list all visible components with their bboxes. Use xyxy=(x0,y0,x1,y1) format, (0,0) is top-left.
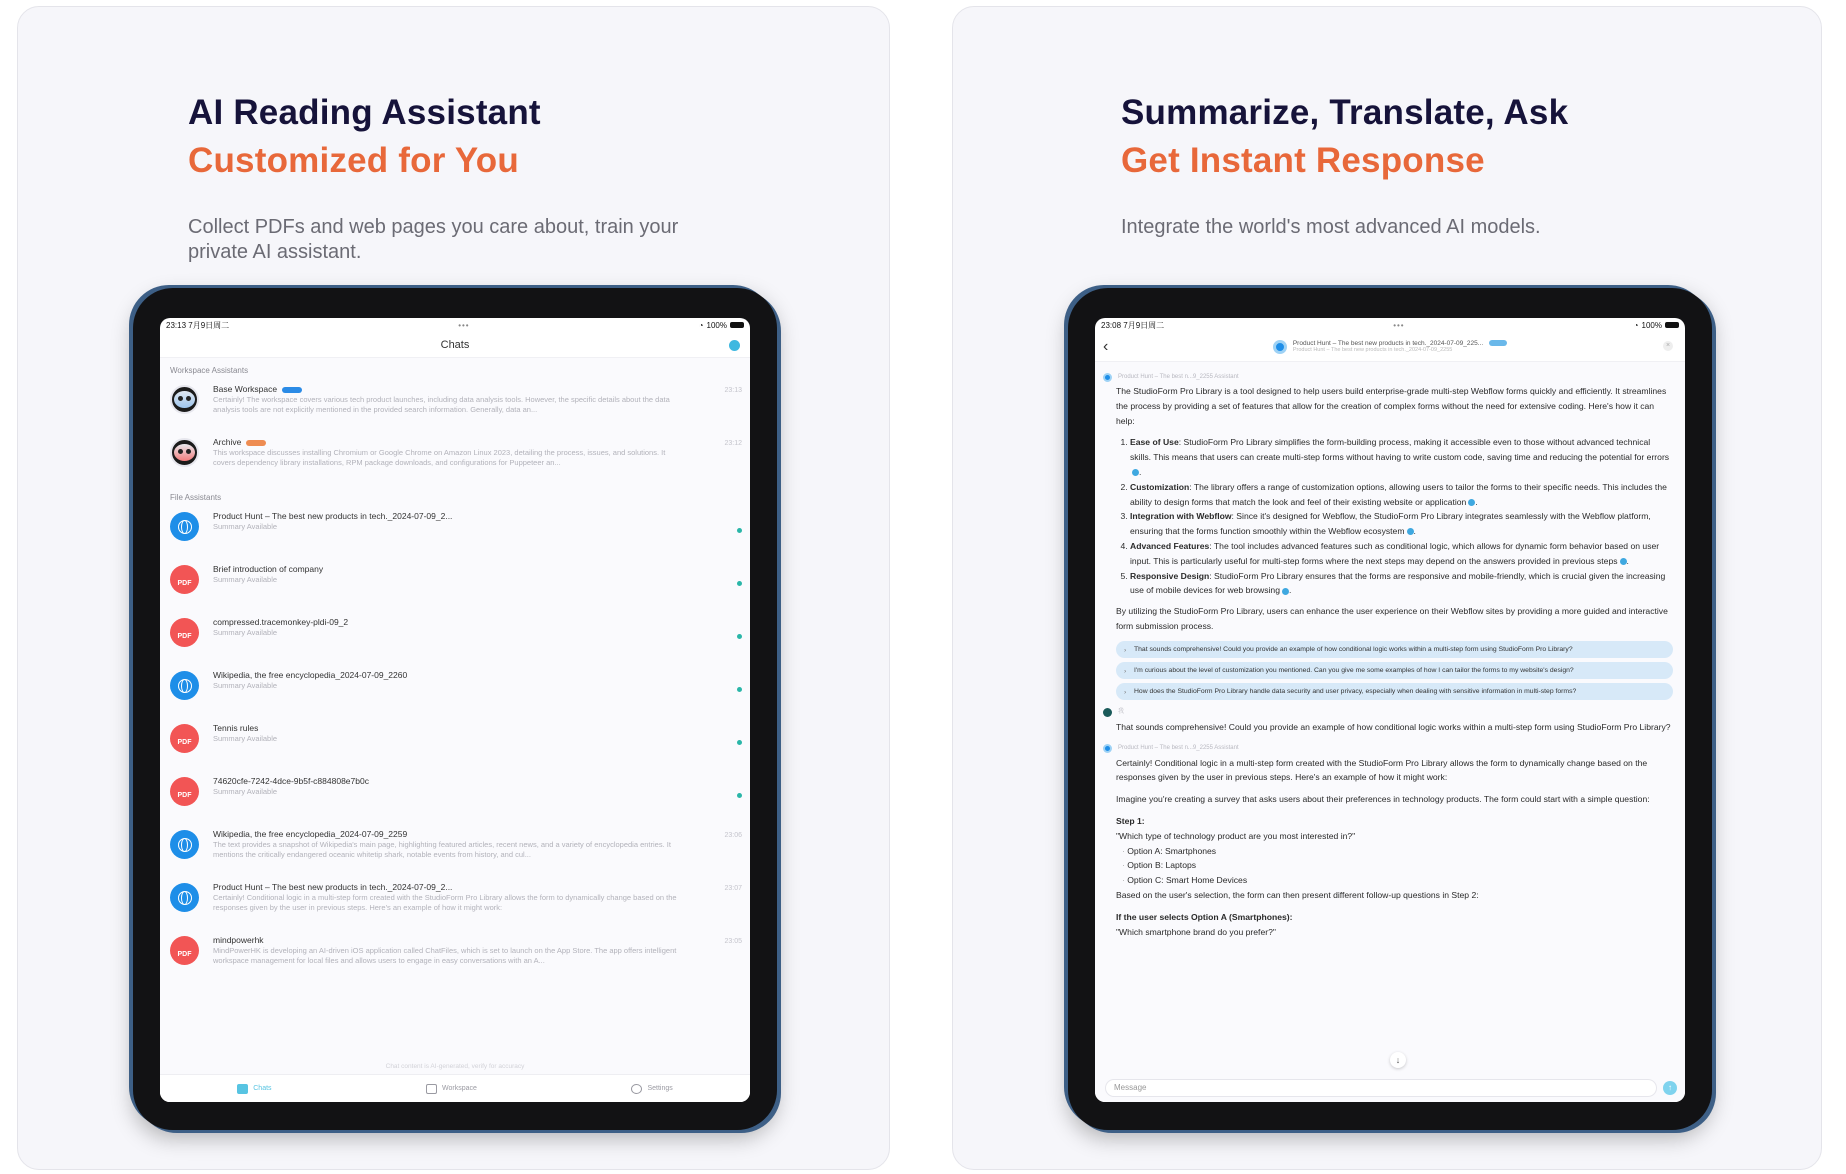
chat-subtitle: Product Hunt – The best new products in tech._2024-07-09_2255 xyxy=(1292,347,1453,353)
robot-avatar-icon xyxy=(170,438,199,467)
chat-header xyxy=(1095,332,1685,362)
suggested-question[interactable]: › I'm curious about the level of customization you mentioned. Can you give me some examples of how I can tailor the forms to my website's design? xyxy=(1116,662,1673,679)
back-chevron-icon[interactable]: ‹ xyxy=(1103,338,1109,355)
citation-icon[interactable] xyxy=(1407,528,1414,535)
multitasking-dots[interactable]: ••• xyxy=(458,320,470,330)
suggested-question[interactable]: › That sounds comprehensive! Could you provide an example of how conditional logic works within a multi-step form using StudioForm Pro Library? xyxy=(1116,641,1673,658)
assistant-label: Product Hunt – The best n...9_2255 Assistant xyxy=(1103,742,1673,756)
status-time: 23:13 7月9日周二 xyxy=(166,320,230,330)
row-preview: Certainly! Conditional logic in a multi-step form created with the StudioForm Pro Library allows the form to dynamically change based on the responses given by the user in previous steps. Here's an example of how it might work: xyxy=(213,893,677,912)
row-time: 23:12 xyxy=(724,440,742,447)
section-label-files: File Assistants xyxy=(170,493,222,502)
hero-description: Collect PDFs and web pages you care about, train your private AI assistant. xyxy=(188,216,679,263)
hero-right xyxy=(1121,89,1641,240)
status-time: 23:08 7月9日周二 xyxy=(1101,320,1165,330)
tablet-screen-chats xyxy=(160,318,750,1102)
tab-bar xyxy=(160,1074,750,1102)
status-bar xyxy=(1095,318,1685,332)
globe-icon xyxy=(170,512,199,541)
battery-percent: 100% xyxy=(1641,320,1662,330)
list-item: 4. Advanced Features: The tool includes advanced features such as conditional logic, which allows for dynamic form behavior based on user input. This is particularly useful for multi-step forms where the next steps may depend on the answers provided in previous steps . xyxy=(1130,539,1673,569)
assistant-avatar xyxy=(1273,340,1287,354)
row-time: 23:07 xyxy=(724,885,742,892)
battery-icon xyxy=(730,322,744,328)
assistant-message xyxy=(1105,756,1673,940)
row-preview: The text provides a snapshot of Wikipedia's main page, highlighting featured articles, recent news, and a variety of encyclopedia entries. It mentions the critically endangered oceanic whitetip shark, notable events from history, and cul... xyxy=(213,840,671,859)
tab-label: Settings xyxy=(647,1085,673,1092)
globe-icon xyxy=(170,671,199,700)
status-bar xyxy=(160,318,750,332)
list-item: 5. Responsive Design: StudioForm Pro Library ensures that the forms are responsive and mobile-friendly, which is crucial given the increasing use of mobile devices for web browsing . xyxy=(1130,569,1673,599)
row-title: 74620cfe-7242-4dce-9b5f-c884808e7b0c xyxy=(213,776,369,786)
hero-subtitle: Customized for You xyxy=(188,141,519,180)
assistant-avatar-icon xyxy=(1103,744,1112,753)
tab-workspace[interactable] xyxy=(426,1084,477,1094)
row-title: Product Hunt – The best new products in tech._2024-07-09_2... xyxy=(213,511,453,521)
unread-dot xyxy=(737,634,742,639)
message-input[interactable]: Message xyxy=(1105,1079,1657,1097)
chat-icon xyxy=(237,1084,248,1094)
globe-icon xyxy=(170,830,199,859)
file-row[interactable] xyxy=(160,506,750,559)
row-title: Archive xyxy=(213,437,242,447)
citation-icon[interactable] xyxy=(1132,469,1139,476)
hero-left xyxy=(188,89,708,265)
hero-title: Summarize, Translate, Ask xyxy=(1121,93,1569,132)
user-message: That sounds comprehensive! Could you provide an example of how conditional logic works within a multi-step form using StudioForm Pro Library? xyxy=(1116,721,1671,732)
new-chat-button[interactable] xyxy=(729,340,740,351)
unread-dot xyxy=(737,528,742,533)
globe-icon xyxy=(170,883,199,912)
list-item: · Option B: Laptops xyxy=(1122,858,1673,873)
list-item: 2. Customization: The library offers a range of customization options, allowing users to tailor the forms to their specific needs. This includes the ability to design forms that match the look and feel of their existing website or application . xyxy=(1130,480,1673,510)
battery-percent: 100% xyxy=(706,320,727,330)
unread-dot xyxy=(737,581,742,586)
row-title: Wikipedia, the free encyclopedia_2024-07-09_2259 xyxy=(213,829,408,839)
hero-subtitle: Get Instant Response xyxy=(1121,141,1485,180)
assistant-label: Product Hunt – The best n...9_2255 Assistant xyxy=(1103,370,1673,384)
citation-icon[interactable] xyxy=(1282,588,1289,595)
robot-avatar-icon xyxy=(170,385,199,414)
pdf-icon: PDF xyxy=(170,724,199,753)
tab-label: Workspace xyxy=(442,1085,477,1092)
list-item: 1. Ease of Use: StudioForm Pro Library simplifies the form-building process, making it accessible even to those without advanced technical skills. This means that users can create multi-step forms without having to write custom code, saving time and reducing the potential for errors. xyxy=(1130,435,1673,479)
file-row[interactable] xyxy=(160,718,750,771)
branch-heading: If the user selects Option A (Smartphones): xyxy=(1116,911,1293,922)
ai-disclaimer: Chat content is AI-generated, verify for accuracy xyxy=(385,1063,525,1070)
file-row[interactable] xyxy=(160,824,750,877)
unread-dot xyxy=(737,793,742,798)
row-title: Base Workspace xyxy=(213,384,278,394)
model-badge[interactable] xyxy=(1489,340,1507,346)
row-time: 23:06 xyxy=(724,832,742,839)
row-title: Brief introduction of company xyxy=(213,564,324,574)
nav-title: Chats xyxy=(440,338,470,351)
tab-settings[interactable] xyxy=(631,1084,672,1094)
promo-card-left xyxy=(17,6,890,1170)
citation-icon[interactable] xyxy=(1620,558,1627,565)
tab-label: Chats xyxy=(253,1085,272,1092)
file-row[interactable] xyxy=(160,930,750,983)
row-title: mindpowerhk xyxy=(213,935,264,945)
row-status: Summary Available xyxy=(213,522,278,531)
file-row[interactable] xyxy=(160,771,750,824)
list-item: · Option C: Smart Home Devices xyxy=(1122,873,1673,888)
tablet-frame xyxy=(1068,288,1712,1130)
chat-row-archive[interactable] xyxy=(160,432,750,485)
file-row[interactable] xyxy=(160,877,750,930)
step-heading: Step 1: xyxy=(1116,815,1145,826)
file-row[interactable] xyxy=(160,612,750,665)
row-title: Wikipedia, the free encyclopedia_2024-07-09_2260 xyxy=(213,670,408,680)
row-status: Summary Available xyxy=(213,681,278,690)
message-paragraph: The StudioForm Pro Library is a tool designed to help users build enterprise-grade multi-step Webflow forms quickly and efficiently. It streamlines the process by providing a set of features that allow for the creation of complex forms without the need for extensive coding. Here's how it can help: xyxy=(1116,386,1667,426)
send-icon[interactable]: ↑ xyxy=(1663,1081,1677,1095)
hero-description: Integrate the world's most advanced AI models. xyxy=(1121,216,1541,238)
unread-dot xyxy=(737,740,742,745)
message-list xyxy=(1095,362,1685,1102)
promo-card-right xyxy=(952,6,1822,1170)
wifi-icon: ◔ xyxy=(1633,320,1639,330)
model-badge xyxy=(246,440,266,446)
gear-icon xyxy=(631,1084,642,1094)
tablet-screen-chat xyxy=(1095,318,1685,1102)
message-paragraph: Based on the user's selection, the form can then present different follow-up questions in Step 2: xyxy=(1116,889,1479,900)
message-paragraph: Certainly! Conditional logic in a multi-step form created with the StudioForm Pro Library allows the form to dynamically change based on the responses given by the user in previous steps. Here's an example of how it might work: xyxy=(1116,757,1648,783)
feature-list xyxy=(1116,435,1673,598)
tab-chats[interactable] xyxy=(237,1084,271,1094)
file-row[interactable] xyxy=(160,665,750,718)
row-time: 23:13 xyxy=(724,387,742,394)
user-label: 我 xyxy=(1103,706,1673,720)
list-item: 3. Integration with Webflow: Since it's designed for Webflow, the StudioForm Pro Library integrates seamlessly with the Webflow platform, ensuring that the forms function smoothly within the Webflow ecosystem . xyxy=(1130,509,1673,539)
pdf-icon: PDF xyxy=(170,565,199,594)
options-list xyxy=(1116,844,1673,888)
chat-row-base-workspace[interactable] xyxy=(160,379,750,432)
user-avatar-icon xyxy=(1103,708,1112,717)
model-badge xyxy=(282,387,302,393)
scroll-down-icon[interactable]: ↓ xyxy=(1390,1052,1406,1068)
assistant-message xyxy=(1105,384,1673,634)
chat-list xyxy=(160,358,750,1102)
row-title: compressed.tracemonkey-pldi-09_2 xyxy=(213,617,349,627)
row-title: Product Hunt – The best new products in tech._2024-07-09_2... xyxy=(213,882,453,892)
document-icon xyxy=(426,1084,437,1094)
section-label-workspace: Workspace Assistants xyxy=(170,366,249,375)
step-question: "Which type of technology product are you most interested in?" xyxy=(1116,830,1356,841)
unread-dot xyxy=(737,687,742,692)
row-status: Summary Available xyxy=(213,734,278,743)
wifi-icon: ◔ xyxy=(698,320,704,330)
close-icon[interactable]: × xyxy=(1663,341,1673,351)
tablet-frame xyxy=(133,288,777,1130)
row-preview: This workspace discusses installing Chromium or Google Chrome on Amazon Linux 2023, detailing the process, issues, and solutions. It covers dependency library installations, RPM package downloads, and configurations for Puppeteer an... xyxy=(213,448,666,467)
suggested-question[interactable]: › How does the StudioForm Pro Library handle data security and user privacy, especially when dealing with sensitive information in multi-step forms? xyxy=(1116,683,1673,700)
message-paragraph: By utilizing the StudioForm Pro Library, users can enhance the user experience on their Webflow sites by providing a more guided and interactive form submission process. xyxy=(1116,606,1668,631)
row-time: 23:05 xyxy=(724,938,742,945)
battery-icon xyxy=(1665,322,1679,328)
row-title: Tennis rules xyxy=(213,723,259,733)
nav-bar xyxy=(160,332,750,358)
citation-icon[interactable] xyxy=(1468,499,1475,506)
branch-question: "Which smartphone brand do you prefer?" xyxy=(1116,926,1276,937)
multitasking-dots[interactable]: ••• xyxy=(1393,320,1405,330)
row-status: Summary Available xyxy=(213,575,278,584)
file-row[interactable] xyxy=(160,559,750,612)
row-preview: Certainly! The workspace covers various tech product launches, including data analysis tools. However, the specific details about the data analysis tools are not explicitly mentioned in the provided search information. Generally, data an... xyxy=(213,395,670,414)
list-item: · Option A: Smartphones xyxy=(1122,844,1673,859)
pdf-icon: PDF xyxy=(170,777,199,806)
pdf-icon: PDF xyxy=(170,936,199,965)
assistant-avatar-icon xyxy=(1103,373,1112,382)
row-preview: MindPowerHK is developing an AI-driven iOS application called ChatFiles, which is set to launch on the App Store. The app offers intelligent workspace management for local files and allows users to engage in easy conversations with an A... xyxy=(213,946,677,965)
row-status: Summary Available xyxy=(213,628,278,637)
hero-title: AI Reading Assistant xyxy=(188,93,541,132)
message-paragraph: Imagine you're creating a survey that asks users about their preferences in technology products. The form could start with a simple question: xyxy=(1116,794,1650,805)
pdf-icon: PDF xyxy=(170,618,199,647)
row-status: Summary Available xyxy=(213,787,278,796)
chat-title: Product Hunt – The best new products in tech._2024-07-09_225... xyxy=(1292,340,1484,347)
